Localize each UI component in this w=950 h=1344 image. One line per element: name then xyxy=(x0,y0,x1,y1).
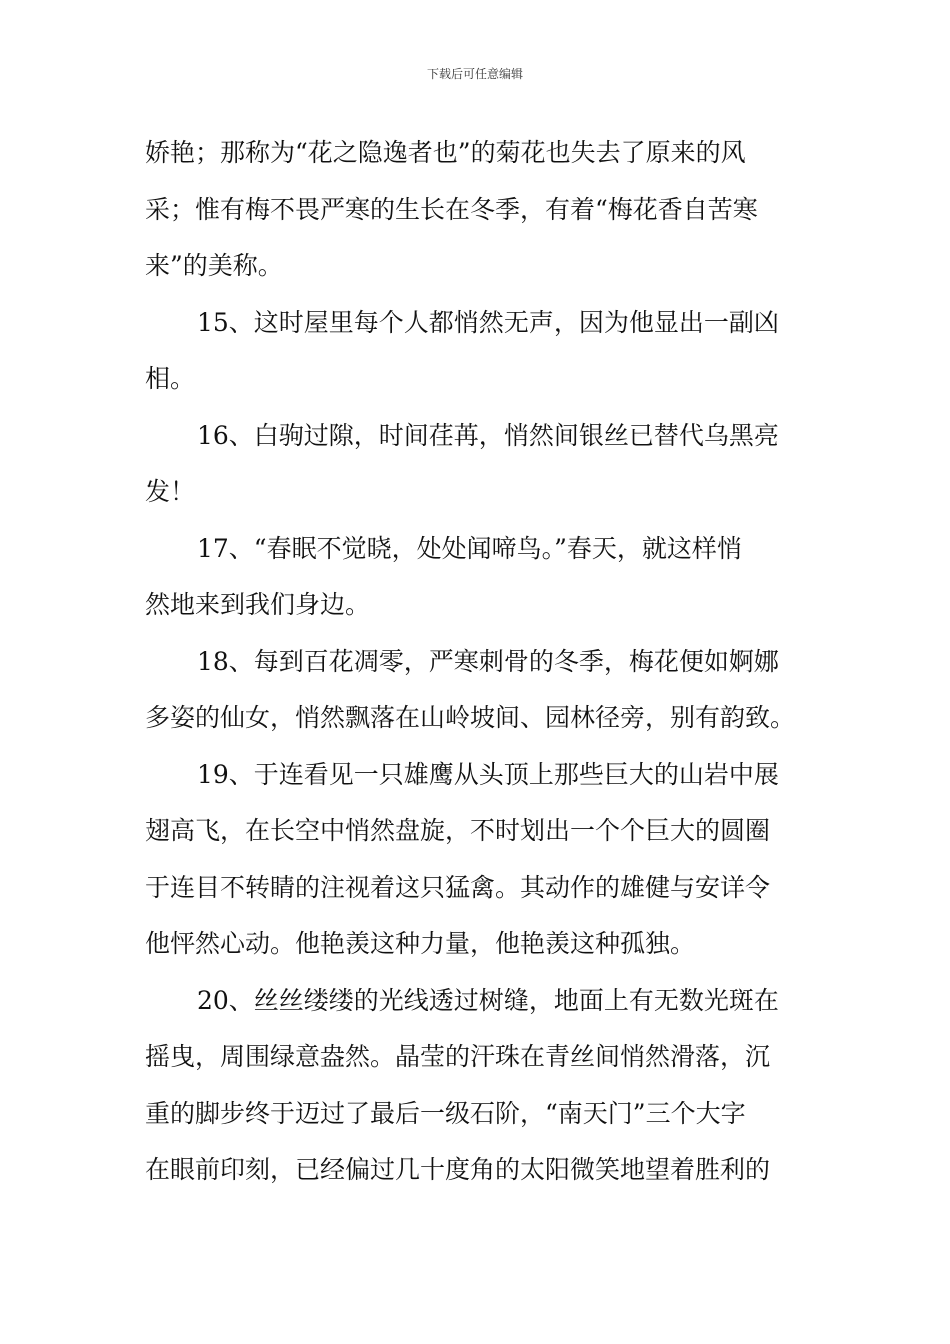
text-line: 来”的美称。 xyxy=(145,251,283,280)
text-line: 采；惟有梅不畏严寒的生长在冬季，有着“梅花香自苦寒 xyxy=(145,194,758,224)
text-line: 发！ xyxy=(145,477,196,506)
text-line: 翅高飞，在长空中悄然盘旋，不时划出一个个巨大的圆圈 xyxy=(145,816,771,845)
text-line: 于连目不转睛的注视着这只猛禽。其动作的雄健与安详令 xyxy=(145,872,771,902)
text-line: 他怦然心动。他艳羡这种力量，他艳羡这种孤独。 xyxy=(145,929,696,958)
text-line: 相。 xyxy=(145,364,196,393)
text-line: 娇艳；那称为“花之隐逸者也”的菊花也失去了原来的风 xyxy=(145,138,746,167)
paragraph-15-start: 15、这时屋里每个人都悄然无声，因为他显出一副凶 xyxy=(197,307,779,337)
text-line: 然地来到我们身边。 xyxy=(145,590,371,619)
page-header: 下载后可任意编辑 xyxy=(426,67,523,81)
document-body xyxy=(145,125,807,1199)
text-line: 摇曳，周围绿意盎然。晶莹的汗珠在青丝间悄然滑落，沉 xyxy=(145,1042,771,1071)
paragraph-20-start: 20、丝丝缕缕的光线透过树缝，地面上有无数光斑在 xyxy=(197,985,779,1015)
text-line: 重的脚步终于迈过了最后一级石阶，“南天门”三个大字 xyxy=(145,1098,746,1128)
paragraph-16-start: 16、白驹过隙，时间荏苒，悄然间银丝已替代乌黑亮 xyxy=(197,420,779,450)
text-line: 多姿的仙女，悄然飘落在山岭坡间、园林径旁，别有韵致。 xyxy=(145,703,796,732)
paragraph-17-start: 17、“春眠不觉晓，处处闻啼鸟。”春天，就这样悄 xyxy=(197,533,742,563)
paragraph-19-start: 19、于连看见一只雄鹰从头顶上那些巨大的山岩中展 xyxy=(197,759,779,789)
text-line: 在眼前印刻，已经偏过几十度角的太阳微笑地望着胜利的 xyxy=(145,1155,771,1184)
paragraph-18-start: 18、每到百花凋零，严寒刺骨的冬季，梅花便如婀娜 xyxy=(197,646,779,676)
